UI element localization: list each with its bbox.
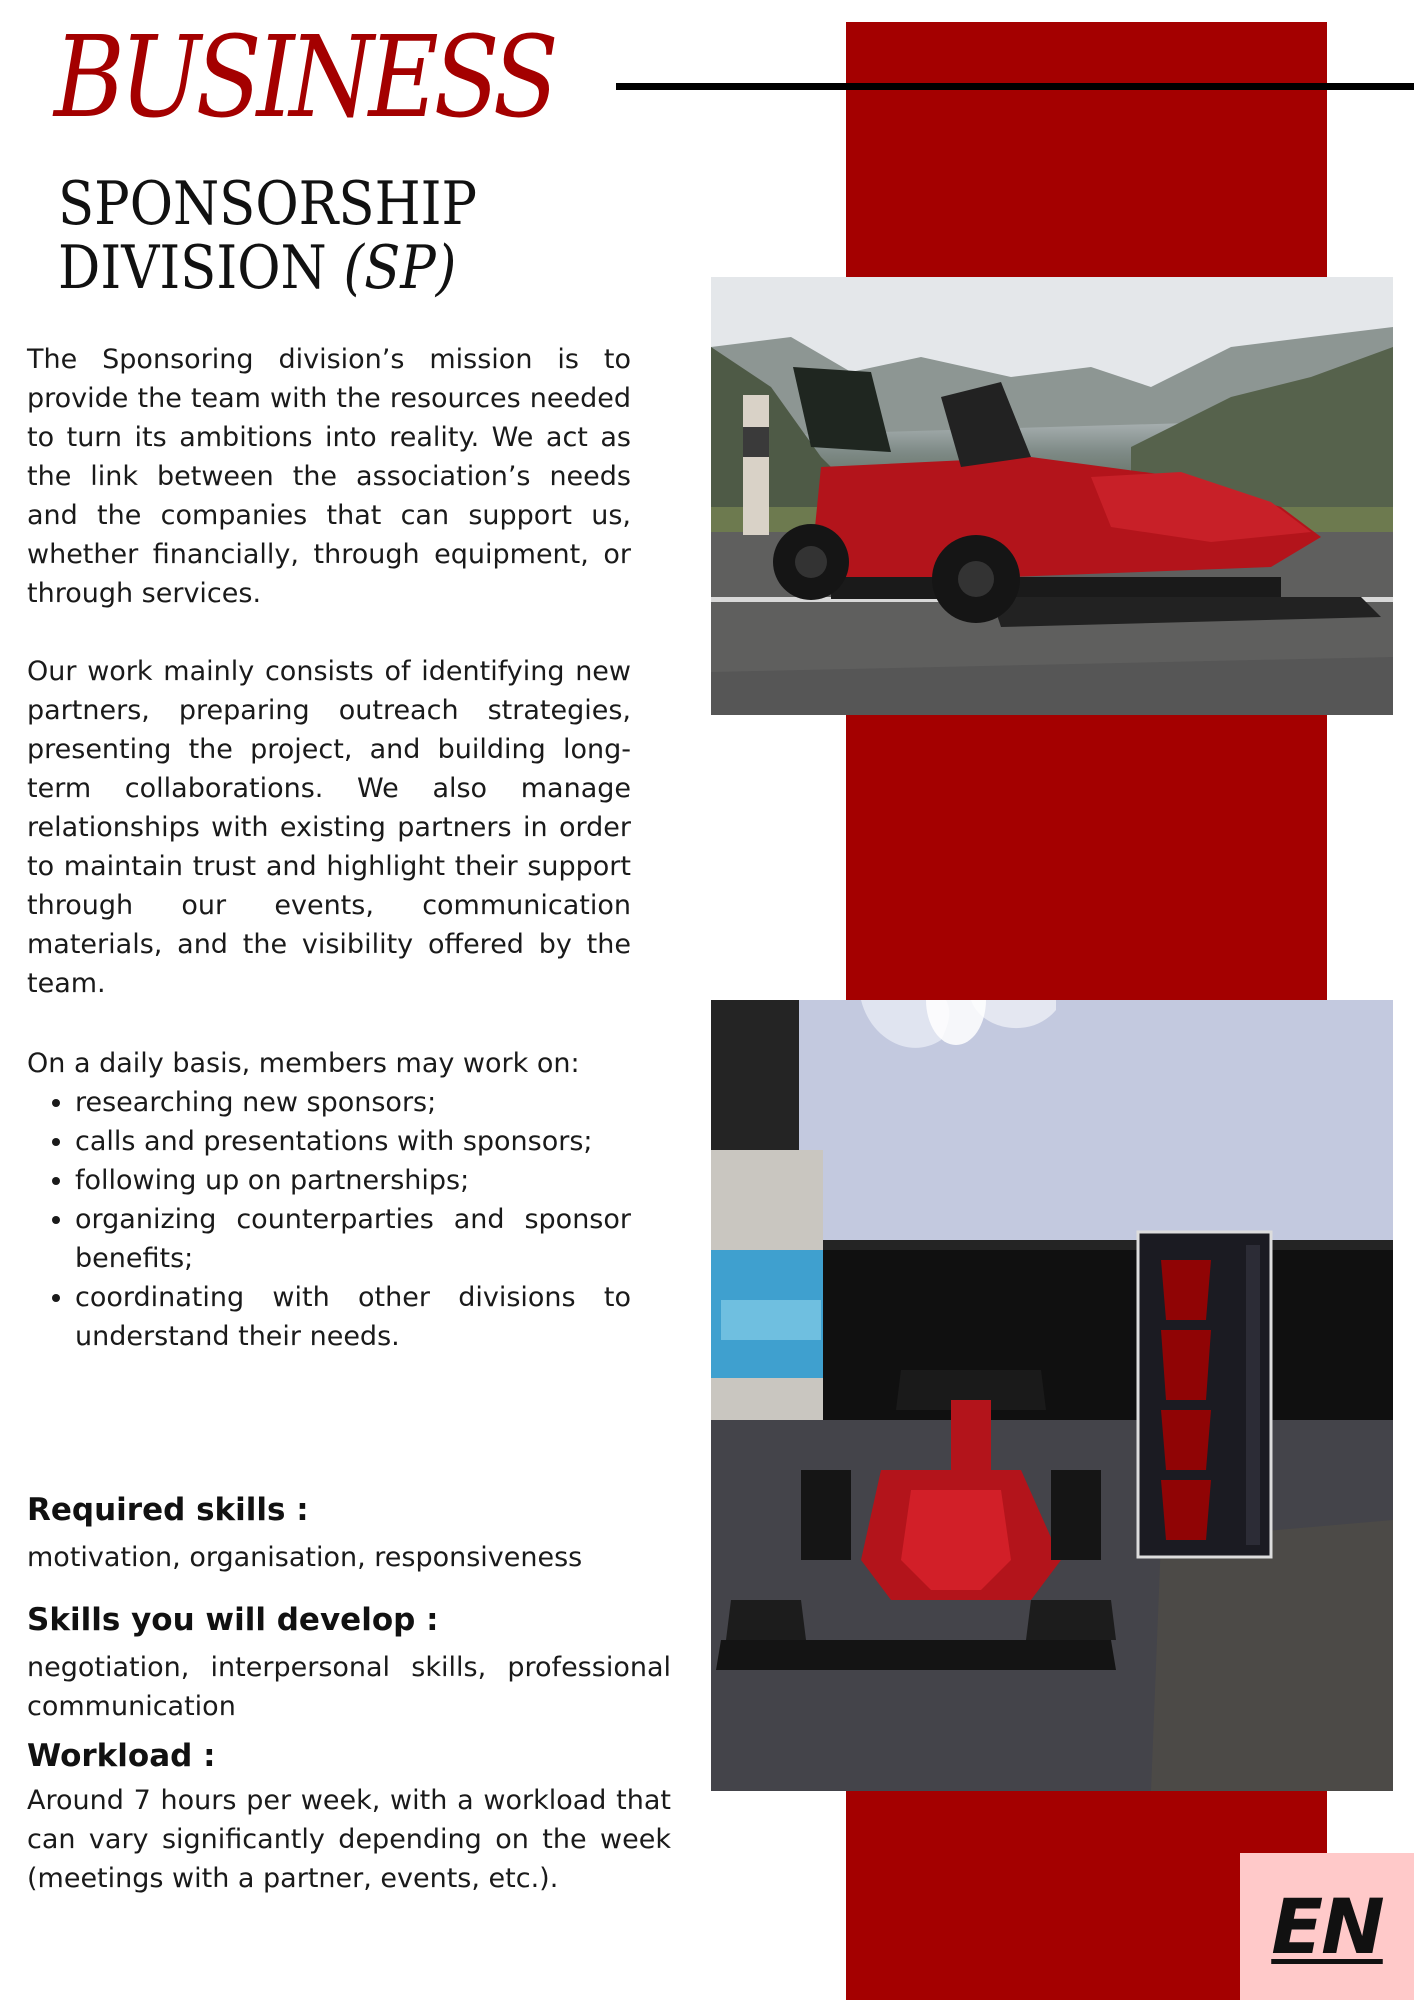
list-item: • researching new sponsors; — [75, 1083, 631, 1122]
develop-skills-value: negotiation, interpersonal skills, professional communication — [27, 1652, 671, 1722]
daily-intro: On a daily basis, members may work on: — [27, 1048, 580, 1079]
workload-value: Around 7 hours per week, with a workload that can vary significantly depending on the week (meetings with a partner, events, etc.). — [27, 1785, 671, 1894]
workload-heading: Workload : — [27, 1738, 216, 1774]
list-item: • coordinating with other divisions to understand their needs. — [75, 1278, 631, 1356]
daily-task-list — [27, 1083, 631, 1356]
language-badge-label: EN — [1271, 1882, 1383, 1971]
work-paragraph: Our work mainly consists of identifying new partners, preparing outreach strategies, presenting the project, and building long-term collaborations. We also manage relationships with existing partners in order to maintain trust and highlight their support through our events, communication materials, and the visibility offered by the team. — [27, 656, 631, 999]
division-abbreviation: (SP) — [343, 233, 457, 303]
list-item: • following up on partnerships; — [75, 1161, 631, 1200]
required-skills-heading: Required skills : — [27, 1492, 309, 1528]
list-item: • calls and presentations with sponsors; — [75, 1122, 631, 1161]
race-car-mountain-photo — [711, 277, 1393, 715]
required-skills-value: motivation, organisation, responsiveness — [27, 1542, 583, 1573]
division-title — [58, 169, 478, 303]
header-rule — [616, 83, 1414, 90]
race-car-exhibition-photo — [711, 1000, 1393, 1791]
page-title: BUSINESS — [54, 13, 554, 143]
race-car-mountain-illustration — [711, 277, 1393, 715]
race-car-exhibition-illustration — [711, 1000, 1393, 1791]
division-title-line1: SPONSORSHIP — [58, 169, 478, 239]
mission-paragraph: The Sponsoring division’s mission is to provide the team with the resources needed to turn its ambitions into reality. We act as the link between the association’s needs and the companies that can support us, whether financially, through equipment, or through services. — [27, 344, 631, 609]
list-item: • organizing counterparties and sponsor benefits; — [75, 1200, 631, 1278]
language-badge[interactable] — [1240, 1853, 1414, 2000]
develop-skills-heading: Skills you will develop : — [27, 1602, 439, 1638]
division-title-line2: DIVISION — [58, 233, 327, 303]
